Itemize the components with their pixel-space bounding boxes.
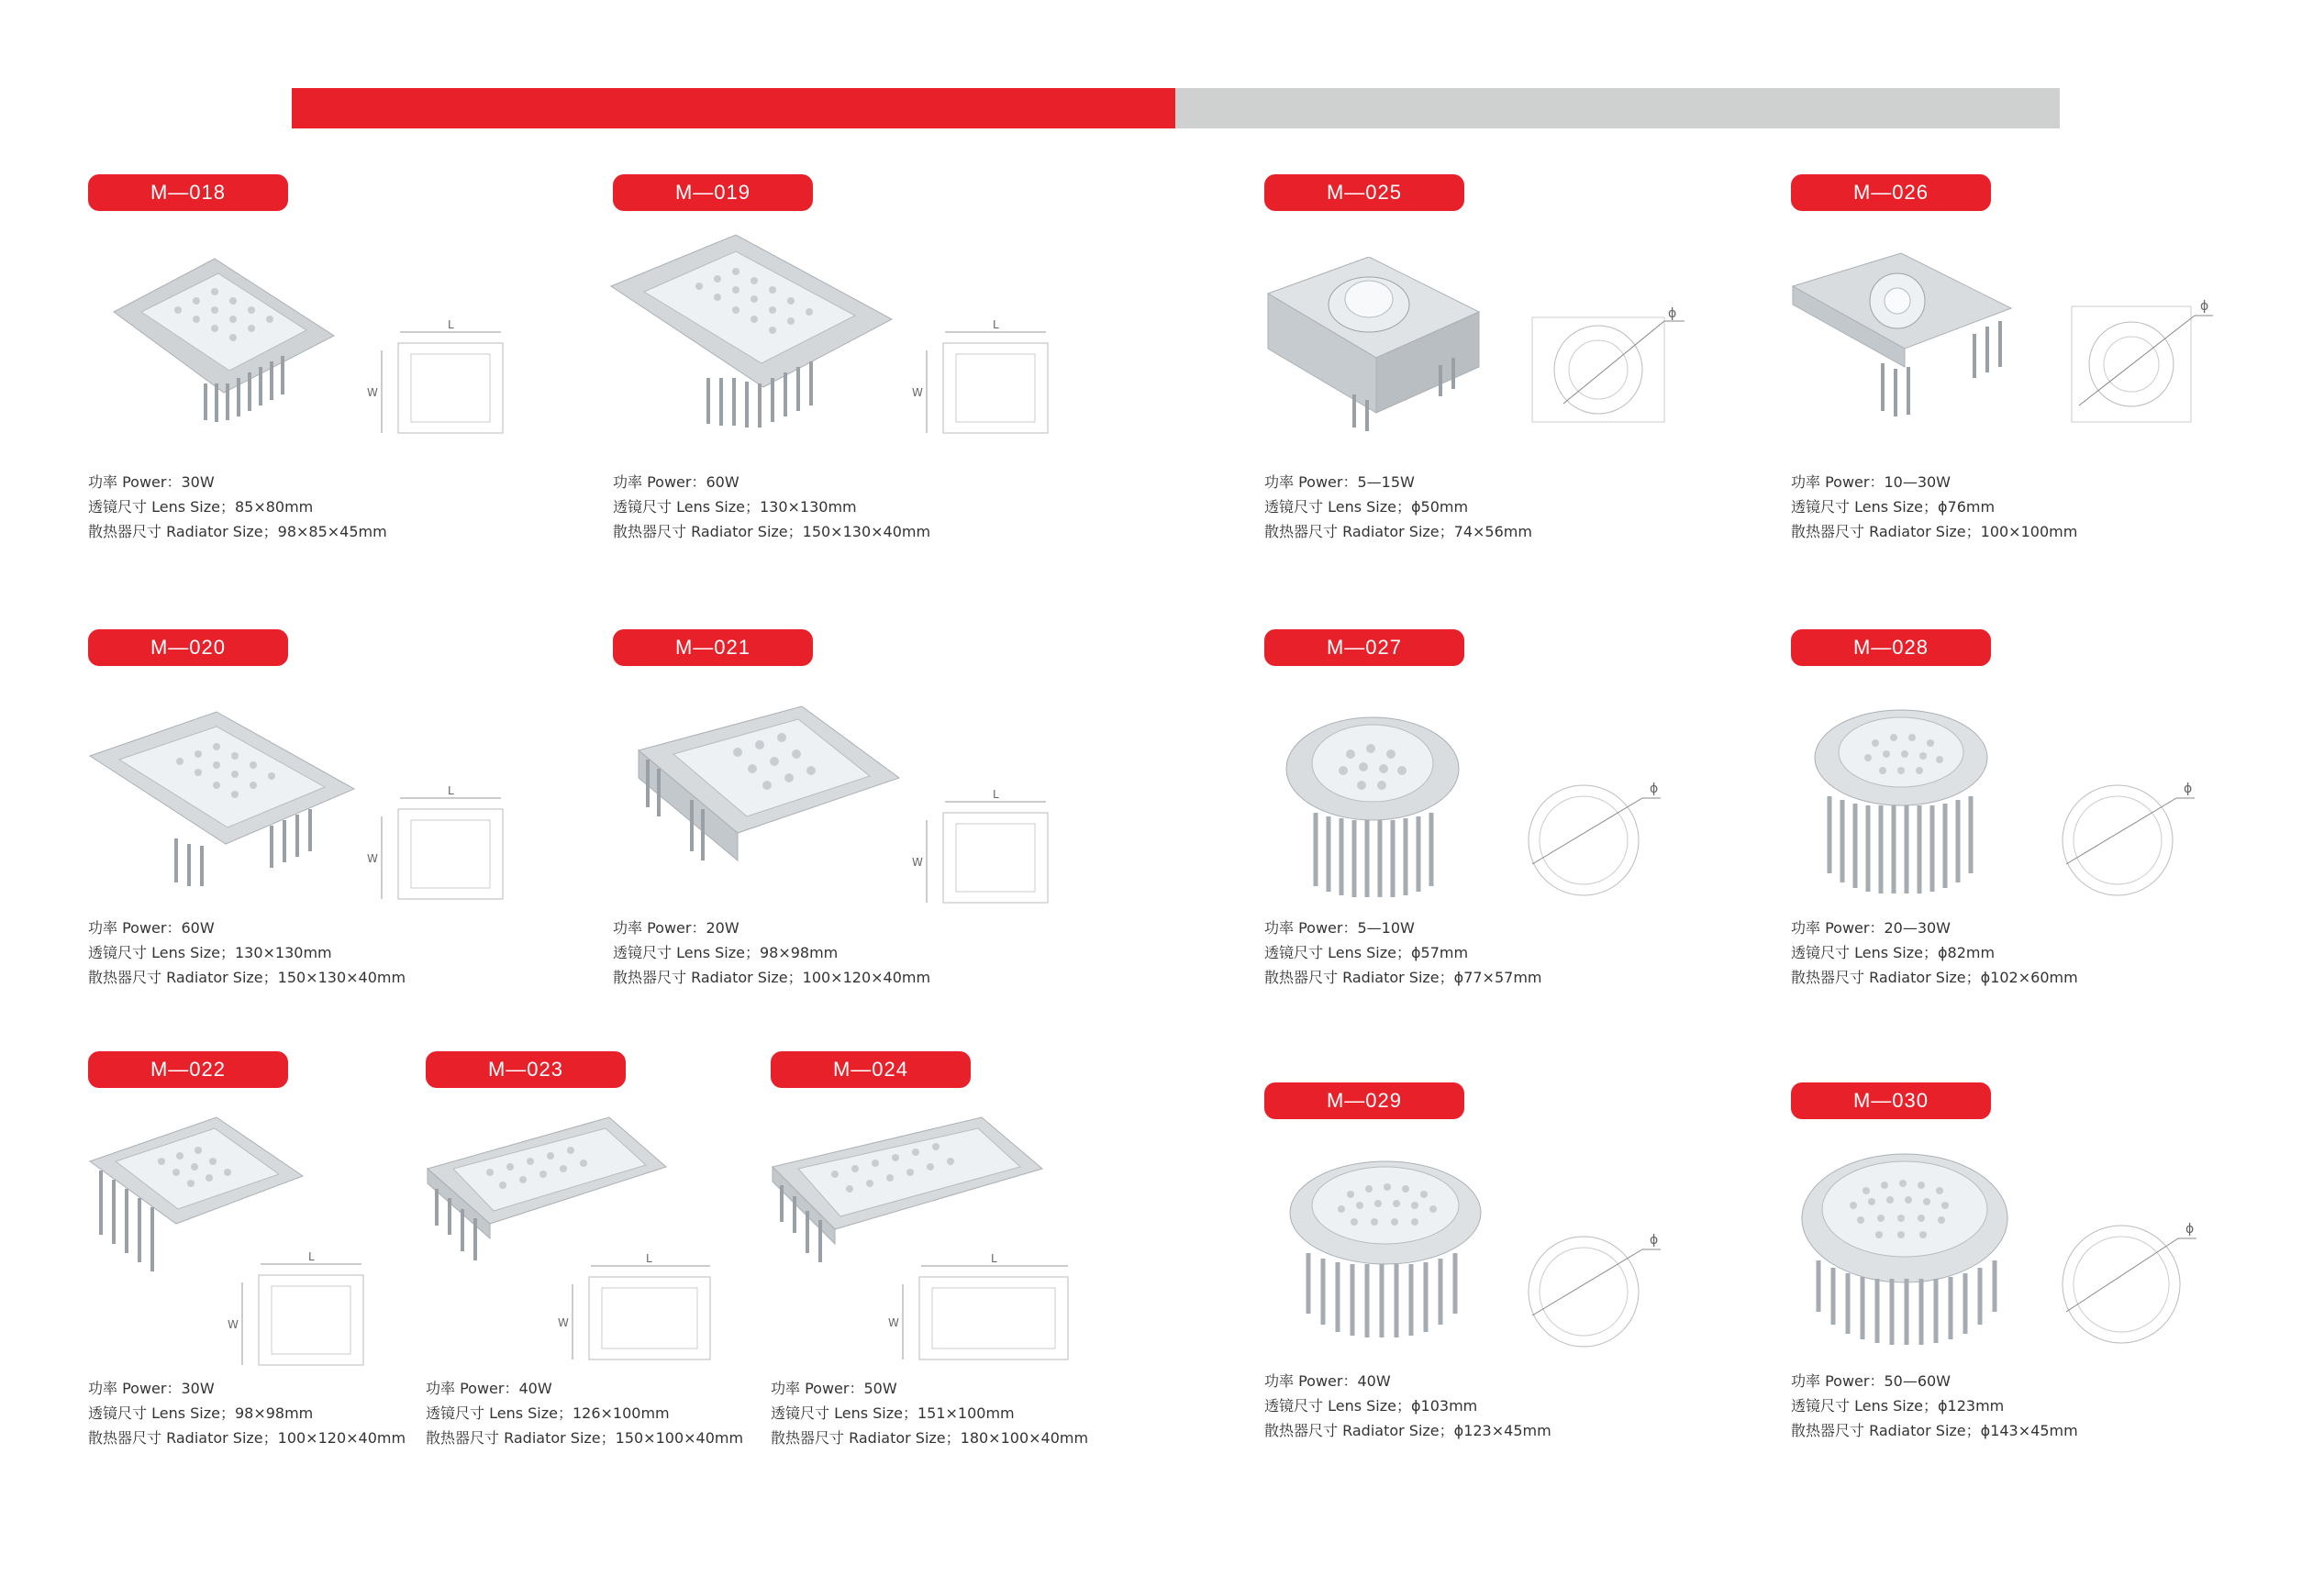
dimension-drawing <box>1523 1224 1688 1352</box>
dimension-drawing <box>908 785 1055 904</box>
dim-w-label: W <box>912 856 923 869</box>
spec-radiator: 散热器尺寸 Radiator Size；ϕ123×45mm <box>1264 1422 1551 1439</box>
spec-power: 功率 Power：50W <box>771 1380 897 1397</box>
model-tag: M—024 <box>771 1051 971 1088</box>
spec-power: 功率 Power：5—15W <box>1264 473 1415 491</box>
square-module-photo <box>105 246 343 429</box>
spec-power: 功率 Power：5—10W <box>1264 919 1415 937</box>
spec-list <box>1264 1369 1551 1443</box>
spec-list <box>1264 916 1542 990</box>
spec-radiator: 散热器尺寸 Radiator Size；180×100×40mm <box>771 1429 1089 1447</box>
spec-power: 功率 Power：30W <box>88 473 215 491</box>
spec-lens: 透镜尺寸 Lens Size；130×130mm <box>613 498 857 516</box>
spec-list <box>426 1376 743 1450</box>
spec-radiator: 散热器尺寸 Radiator Size；150×130×40mm <box>613 523 931 540</box>
spec-list <box>1791 470 2077 544</box>
round-module-photo <box>1796 1150 2017 1361</box>
spec-radiator: 散热器尺寸 Radiator Size；150×130×40mm <box>88 969 406 986</box>
model-tag: M—021 <box>613 629 813 666</box>
model-tag: M—027 <box>1264 629 1464 666</box>
dimension-drawing <box>908 316 1055 435</box>
dim-phi-label: ϕ <box>1668 306 1677 321</box>
dim-w-label: W <box>228 1318 239 1331</box>
dim-l-label: L <box>448 318 454 331</box>
spec-lens: 透镜尺寸 Lens Size；126×100mm <box>426 1404 670 1422</box>
dimension-drawing <box>363 782 510 901</box>
spec-list <box>88 1376 406 1450</box>
dim-l-label: L <box>308 1250 315 1263</box>
dome-module-photo <box>1266 257 1486 431</box>
spec-radiator: 散热器尺寸 Radiator Size；ϕ143×45mm <box>1791 1422 2078 1439</box>
dimension-drawing <box>363 316 510 435</box>
dim-w-label: W <box>558 1316 569 1329</box>
model-tag: M—023 <box>426 1051 626 1088</box>
spec-power: 功率 Power：60W <box>88 919 215 937</box>
dimension-drawing <box>1527 303 1692 431</box>
round-module-photo <box>1811 705 1995 906</box>
spec-radiator: 散热器尺寸 Radiator Size；150×100×40mm <box>426 1429 744 1447</box>
model-tag: M—022 <box>88 1051 288 1088</box>
round-module-photo <box>1286 1158 1488 1359</box>
spec-radiator: 散热器尺寸 Radiator Size；100×120×40mm <box>613 969 931 986</box>
dimension-drawing <box>224 1248 371 1367</box>
model-tag: M—026 <box>1791 174 1991 211</box>
plate-module-photo <box>1791 250 2020 433</box>
spec-power: 功率 Power：50—60W <box>1791 1372 1951 1390</box>
spec-lens: 透镜尺寸 Lens Size；ϕ57mm <box>1264 944 1469 961</box>
square-module-photo <box>88 710 363 893</box>
header-bar-gray <box>1175 88 2060 128</box>
spec-lens: 透镜尺寸 Lens Size；151×100mm <box>771 1404 1015 1422</box>
header-bar-red <box>292 88 1175 128</box>
spec-radiator: 散热器尺寸 Radiator Size；ϕ77×57mm <box>1264 969 1542 986</box>
spec-radiator: 散热器尺寸 Radiator Size；74×56mm <box>1264 523 1532 540</box>
dim-phi-label: ϕ <box>2200 299 2209 314</box>
model-tag: M—018 <box>88 174 288 211</box>
dimension-drawing <box>2057 1211 2222 1348</box>
dim-l-label: L <box>448 784 454 797</box>
model-tag: M—028 <box>1791 629 1991 666</box>
dim-l-label: L <box>991 1252 997 1265</box>
dim-w-label: W <box>912 386 923 399</box>
spec-list <box>613 916 930 990</box>
spec-list <box>1264 470 1532 544</box>
spec-lens: 透镜尺寸 Lens Size；98×98mm <box>613 944 839 961</box>
spec-lens: 透镜尺寸 Lens Size；130×130mm <box>88 944 332 961</box>
square-module-photo <box>607 231 901 433</box>
dimension-drawing <box>554 1249 719 1369</box>
spec-radiator: 散热器尺寸 Radiator Size；98×85×45mm <box>88 523 387 540</box>
dim-phi-label: ϕ <box>1650 782 1659 796</box>
spec-lens: 透镜尺寸 Lens Size；ϕ103mm <box>1264 1397 1478 1415</box>
dim-l-label: L <box>993 318 999 331</box>
dim-w-label: W <box>367 386 378 399</box>
spec-lens: 透镜尺寸 Lens Size；ϕ82mm <box>1791 944 1996 961</box>
spec-list <box>88 916 406 990</box>
dimension-drawing <box>2057 772 2222 901</box>
spec-lens: 透镜尺寸 Lens Size；ϕ50mm <box>1264 498 1469 516</box>
spec-list <box>1791 916 2078 990</box>
model-tag: M—019 <box>613 174 813 211</box>
dimension-drawing <box>884 1249 1077 1369</box>
spec-power: 功率 Power：20W <box>613 919 739 937</box>
header-color-bar <box>292 88 2060 128</box>
model-tag: M—030 <box>1791 1082 1991 1119</box>
spec-list <box>1791 1369 2078 1443</box>
dim-w-label: W <box>367 852 378 865</box>
model-tag: M—029 <box>1264 1082 1464 1119</box>
dim-phi-label: ϕ <box>2184 782 2193 796</box>
spec-lens: 透镜尺寸 Lens Size；85×80mm <box>88 498 314 516</box>
dim-phi-label: ϕ <box>2185 1222 2195 1237</box>
spec-list <box>771 1376 1088 1450</box>
dimension-drawing <box>2066 288 2231 426</box>
spec-radiator: 散热器尺寸 Radiator Size；100×100mm <box>1791 523 2078 540</box>
dim-w-label: W <box>888 1316 899 1329</box>
dim-l-label: L <box>646 1252 652 1265</box>
spec-list <box>613 470 930 544</box>
spec-power: 功率 Power：10—30W <box>1791 473 1951 491</box>
round-module-photo <box>1283 712 1466 904</box>
dim-l-label: L <box>993 788 999 801</box>
square-module-photo <box>637 705 903 897</box>
spec-lens: 透镜尺寸 Lens Size；98×98mm <box>88 1404 314 1422</box>
spec-power: 功率 Power：30W <box>88 1380 215 1397</box>
dimension-drawing <box>1523 772 1688 901</box>
spec-power: 功率 Power：20—30W <box>1791 919 1951 937</box>
spec-power: 功率 Power：40W <box>426 1380 552 1397</box>
spec-power: 功率 Power：40W <box>1264 1372 1391 1390</box>
model-tag: M—020 <box>88 629 288 666</box>
spec-radiator: 散热器尺寸 Radiator Size；100×120×40mm <box>88 1429 406 1447</box>
spec-list <box>88 470 387 544</box>
dim-phi-label: ϕ <box>1650 1233 1659 1248</box>
spec-radiator: 散热器尺寸 Radiator Size；ϕ102×60mm <box>1791 969 2078 986</box>
spec-power: 功率 Power：60W <box>613 473 739 491</box>
spec-lens: 透镜尺寸 Lens Size；ϕ76mm <box>1791 498 1996 516</box>
model-tag: M—025 <box>1264 174 1464 211</box>
spec-lens: 透镜尺寸 Lens Size；ϕ123mm <box>1791 1397 2005 1415</box>
